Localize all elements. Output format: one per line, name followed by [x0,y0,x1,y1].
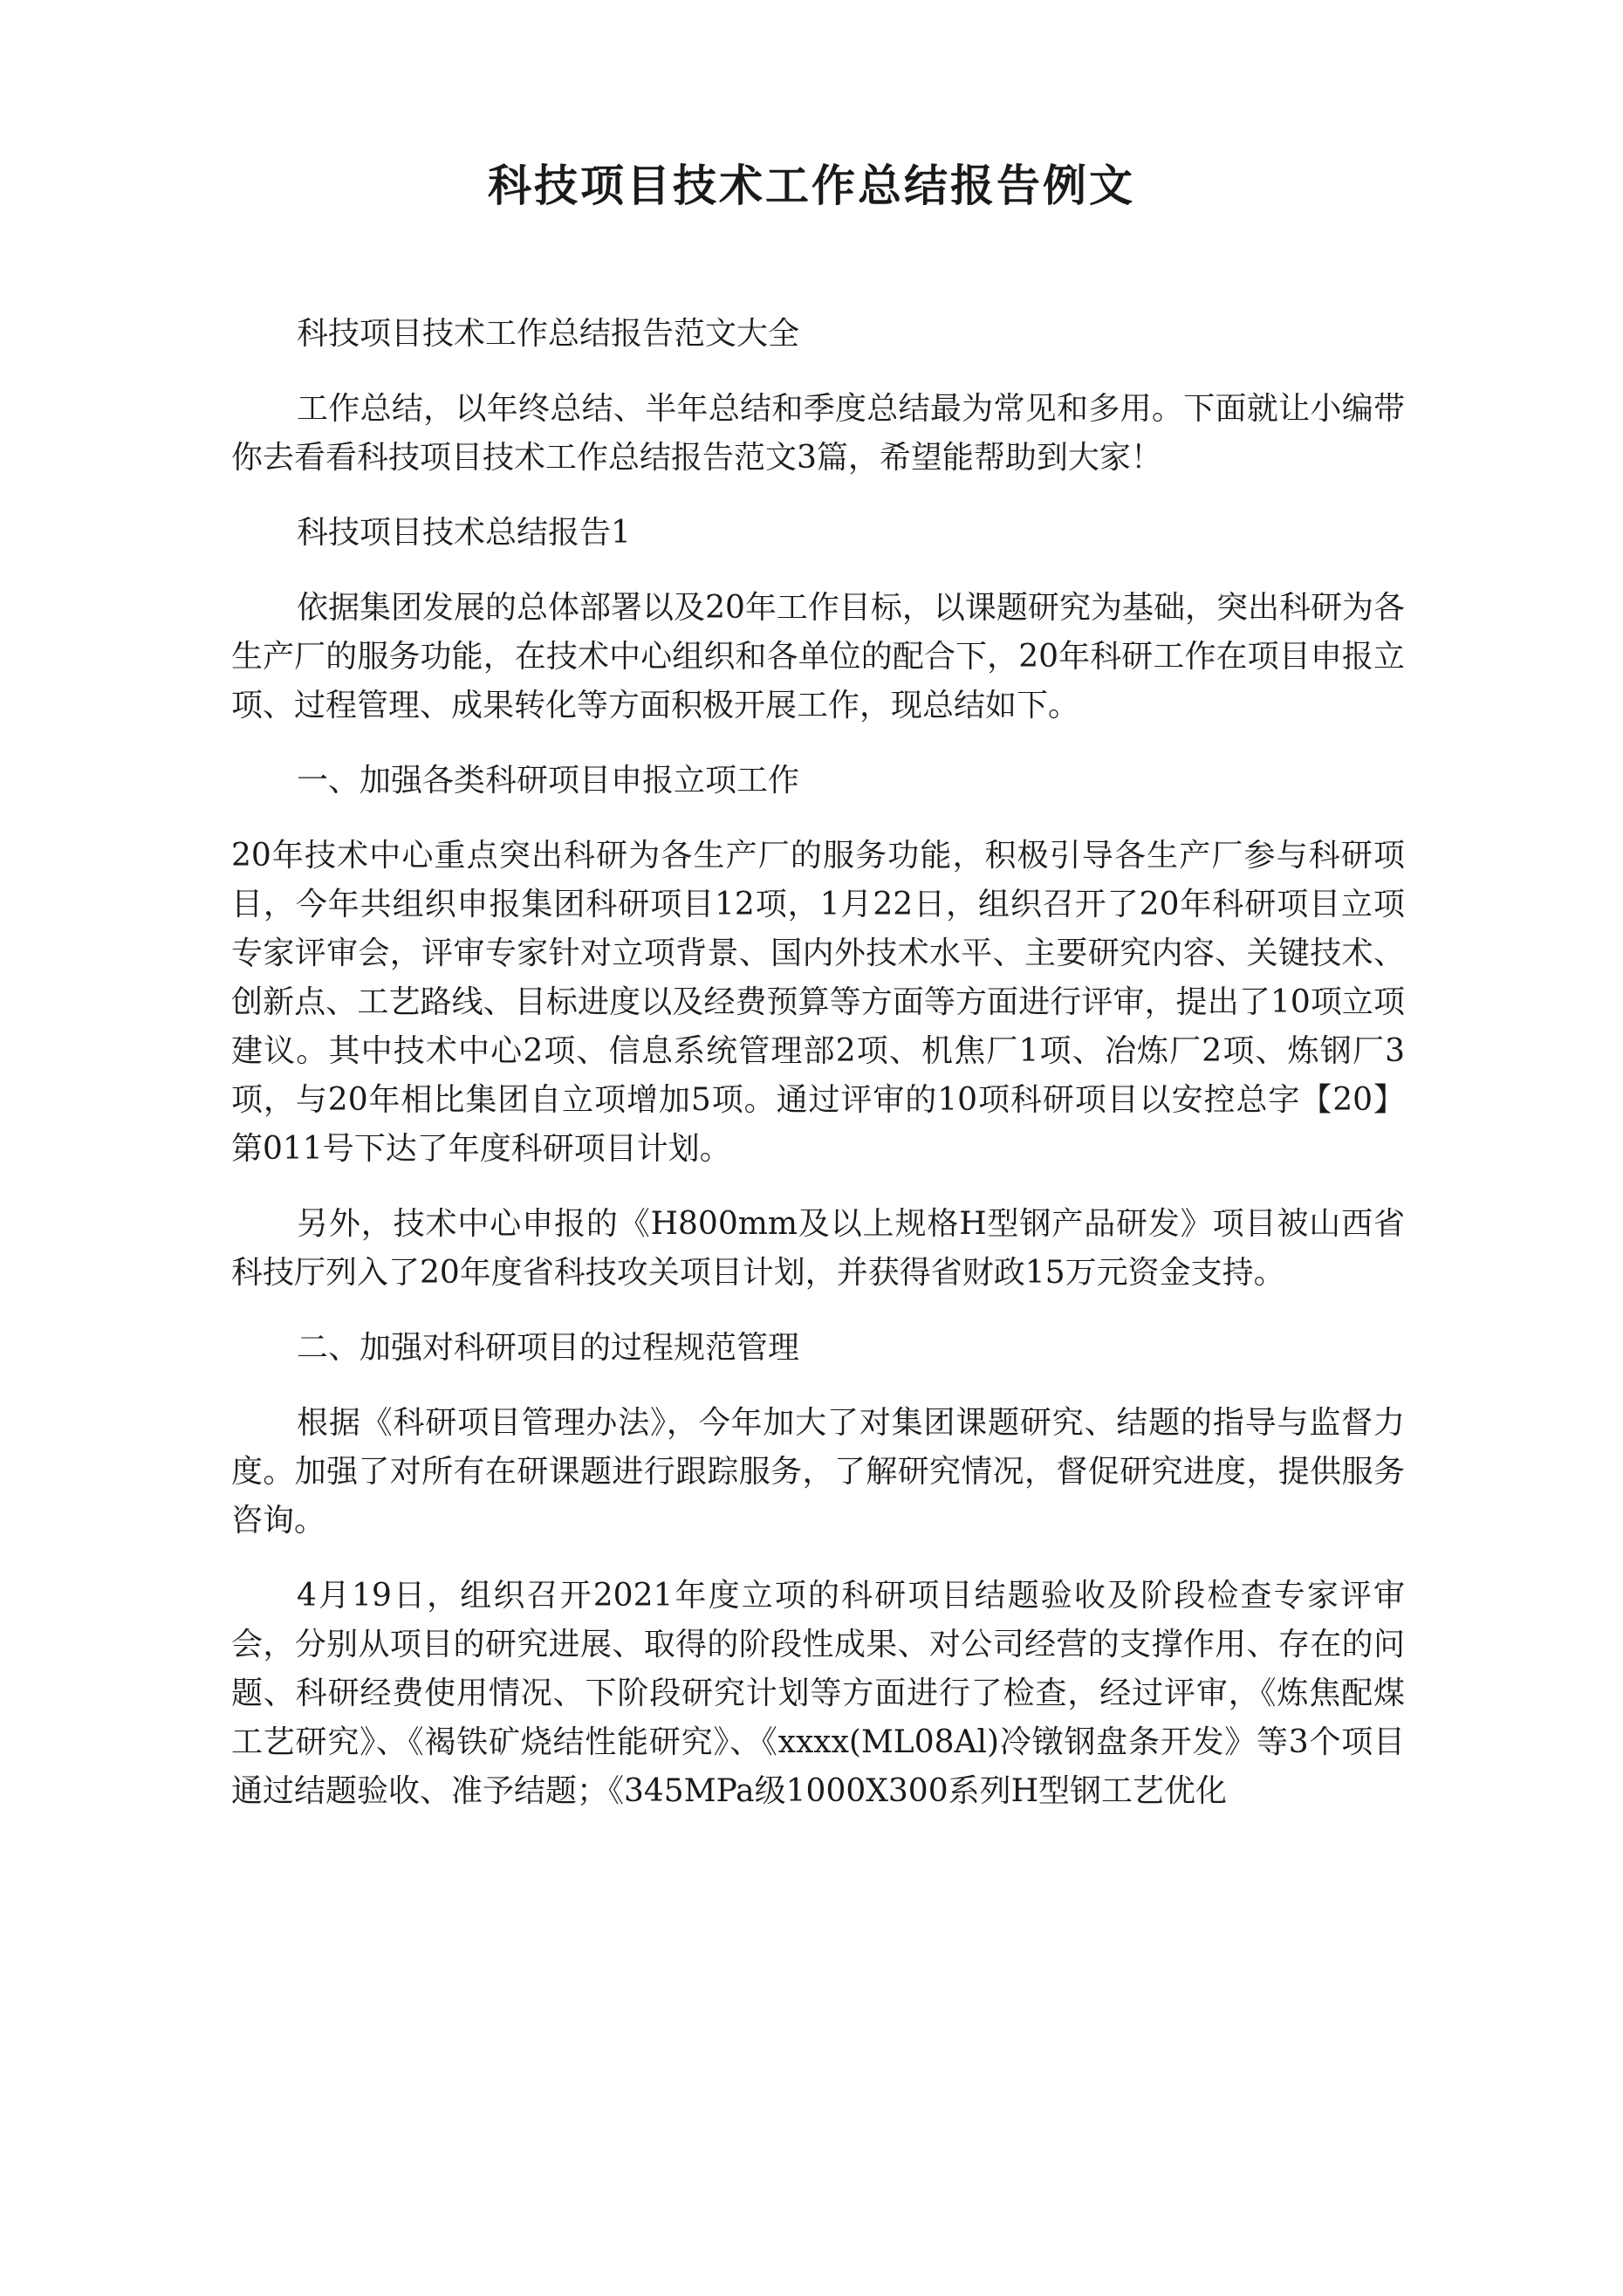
paragraph-section-1: 20年技术中心重点突出科研为各生产厂的服务功能，积极引导各生产厂参与科研项目，今年共组织申报集团科研项目12项，1月22日，组织召开了20年科研项目立项专家评审会，评审专家针对立项背景、国内外技术水平、主要研究内容、关键技术、创新点、工艺路线、目标进度以及经费预算等方面等方面进行评审，提出了10项立项建议。其中技术中心2项、信息系统管理部2项、机焦厂1项、冶炼厂2项、炼钢厂3项，与20年相比集团自立项增加5项。通过评审的10项科研项目以安控总字【20】第011号下达了年度科研项目计划。 [231,838,1405,1167]
paragraph-overview: 依据集团发展的总体部署以及20年工作目标，以课题研究为基础，突出科研为各生产厂的服务功能，在技术中心组织和各单位的配合下，20年科研工作在项目申报立项、过程管理、成果转化等方面积极开展工作，现总结如下。 [231,590,1405,723]
document-body [231,310,1405,1842]
paragraph-intro: 工作总结，以年终总结、半年总结和季度总结最为常见和多用。下面就让小编带你去看看科技项目技术工作总结报告范文3篇，希望能帮助到大家！ [231,391,1405,476]
paragraph-report-heading: 科技项目技术总结报告1 [297,515,631,551]
section-heading-2: 二、加强对科研项目的过程规范管理 [297,1330,800,1366]
paragraph-provincial-project: 另外，技术中心申报的《H800mm及以上规格H型钢产品研发》项目被山西省科技厅列入了20年度省科技攻关项目计划，并获得省财政15万元资金支持。 [231,1206,1405,1291]
document-title: 科技项目技术工作总结报告例文 [488,160,1135,211]
paragraph-review-meeting: 4月19日，组织召开2021年度立项的科研项目结题验收及阶段检查专家评审会，分别从项目的研究进展、取得的阶段性成果、对公司经营的支撑作用、存在的问题、科研经费使用情况、下阶段研究计划等方面进行了检查，经过评审，《炼焦配煤工艺研究》、《褐铁矿烧结性能研究》、《xxxx(ML08Al)冷镦钢盘条开发》等3个项目通过结题验收、准予结题；《345MPa级1000X300系列H型钢工艺优化 [231,1578,1405,1809]
paragraph-management: 根据《科研项目管理办法》，今年加大了对集团课题研究、结题的指导与监督力度。加强了对所有在研课题进行跟踪服务，了解研究情况，督促研究进度，提供服务咨询。 [231,1405,1405,1539]
section-heading-1: 一、加强各类科研项目申报立项工作 [297,763,800,798]
paragraph-subtitle: 科技项目技术工作总结报告范文大全 [297,316,800,352]
